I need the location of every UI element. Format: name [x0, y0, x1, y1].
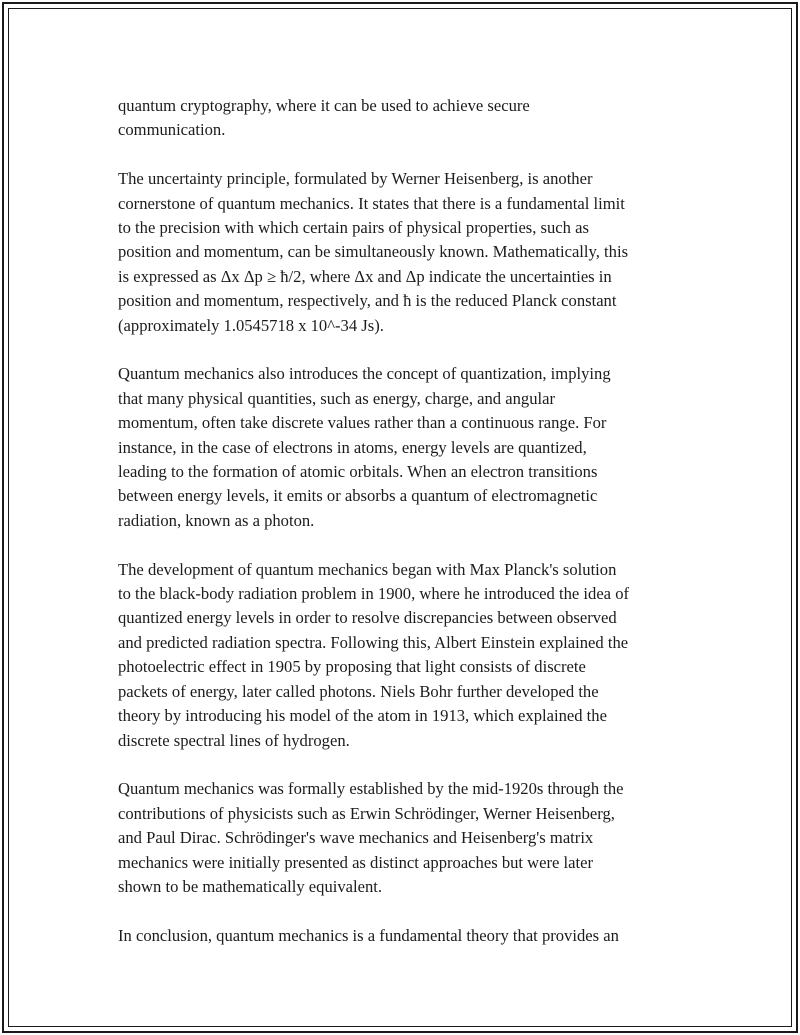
paragraph: In conclusion, quantum mechanics is a fundamental theory that provides an [118, 925, 619, 945]
paragraph: The uncertainty principle, formulated by Werner Heisenberg, is another cornerstone of quantum mechanics. It states that there is a fundamental limit to the precision with which certain pairs of physical properties, such as position and momentum, can be simultaneously known. Mathematically, this is expressed as Δx Δp ≥ ħ/2, where Δx and Δp indicate the uncertainties in position and momentum, respectively, and ħ is the reduced Planck constant (approximately 1.0545718 x 10^-34 Js). [118, 169, 629, 335]
paragraph: Quantum mechanics also introduces the concept of quantization, implying that many physical quantities, such as energy, charge, and angular momentum, often take discrete values rather than a continuous range. For instance, in the case of electrons in atoms, energy levels are quantized, leading to the formation of atomic orbitals. When an electron transitions between energy levels, it emits or absorbs a quantum of electromagnetic radiation, known as a photon. [118, 364, 611, 530]
paragraph: The development of quantum mechanics began with Max Planck's solution to the black-body radiation problem in 1900, where he introduced the idea of quantized energy levels in order to resolve discrepancies between observed and predicted radiation spectra. Following this, Albert Einstein explained the photoelectric effect in 1905 by proposing that light consists of discrete packets of energy, later called photons. Niels Bohr further developed the theory by introducing his model of the atom in 1913, which explained the discrete spectral lines of hydrogen. [118, 559, 630, 750]
paragraph: Quantum mechanics was formally established by the mid-1920s through the contributions of physicists such as Erwin Schrödinger, Werner Heisenberg, and Paul Dirac. Schrödinger's wave mechanics and Heisenberg's matrix mechanics were initially presented as distinct approaches but were later shown to be mathematically equivalent. [118, 779, 624, 896]
paragraph: quantum cryptography, where it can be used to achieve secure communication. [118, 96, 530, 140]
document-body [118, 94, 698, 973]
